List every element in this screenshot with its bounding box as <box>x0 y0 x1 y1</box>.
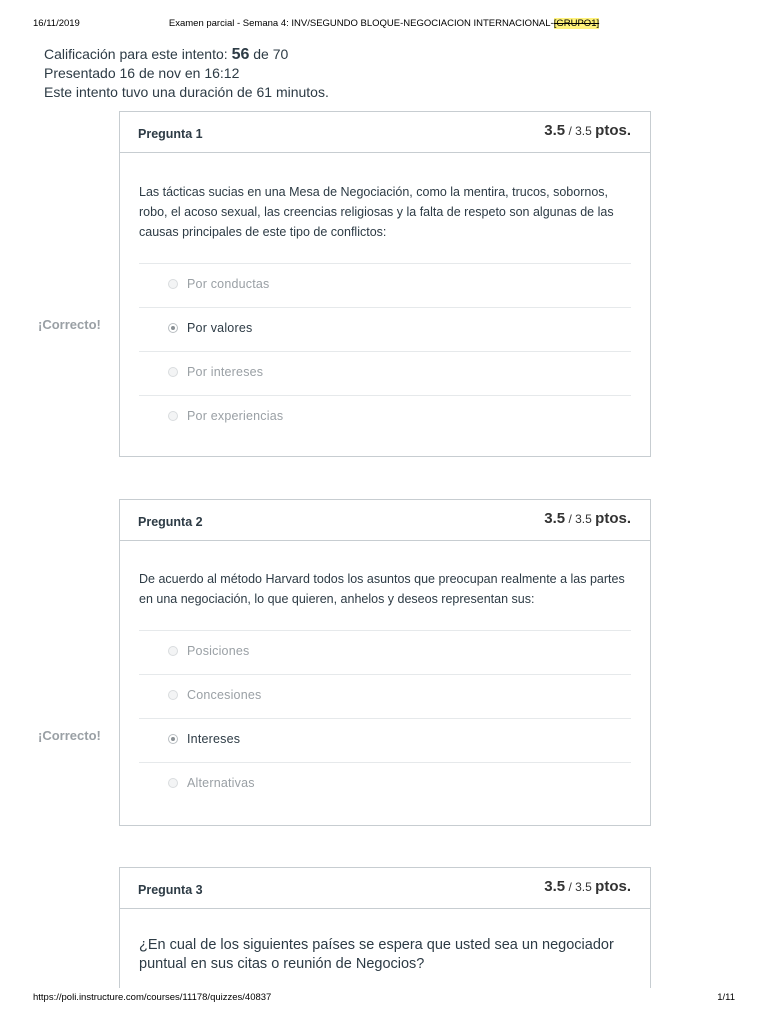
answer-label: Posiciones <box>187 644 250 658</box>
print-title-group: [GRUPO1] <box>553 18 600 29</box>
points-possible: / 3.5 <box>565 880 596 894</box>
print-header <box>33 18 735 32</box>
question-title: Pregunta 1 <box>138 127 203 141</box>
correct-flag-2: ¡Correcto! <box>38 728 101 743</box>
points-unit: ptos. <box>595 122 631 139</box>
print-title <box>33 18 735 29</box>
question-title: Pregunta 3 <box>138 883 203 897</box>
points-unit: ptos. <box>595 510 631 527</box>
radio-button[interactable] <box>168 411 178 421</box>
answer-option[interactable] <box>139 762 631 806</box>
answer-option[interactable] <box>139 674 631 718</box>
question-1 <box>119 111 651 457</box>
answer-label: Por conductas <box>187 277 270 291</box>
question-2 <box>119 499 651 826</box>
question-3 <box>119 867 651 988</box>
question-header <box>120 868 650 909</box>
correct-flag-1: ¡Correcto! <box>38 317 101 332</box>
points-possible: / 3.5 <box>565 124 596 138</box>
question-text: ¿En cual de los siguientes países se espera que usted sea un negociador puntual en sus citas o reunión de Negocios? <box>139 937 614 972</box>
page-number: 1/11 <box>717 992 735 1003</box>
score-line <box>44 45 329 64</box>
points-earned: 3.5 <box>544 122 566 139</box>
question-text: De acuerdo al método Harvard todos los asuntos que preocupan realmente a las partes en una negociación, lo que quieren, anhelos y deseos representan sus: <box>139 572 625 606</box>
page-url: https://poli.instructure.com/courses/11178/quizzes/40837 <box>33 992 272 1003</box>
points-unit: ptos. <box>595 878 631 895</box>
answer-label: Por experiencias <box>187 409 284 423</box>
duration-line: Este intento tuvo una duración de 61 minutos. <box>44 84 329 100</box>
answer-list <box>139 630 631 806</box>
answer-option[interactable] <box>139 263 631 307</box>
score-value: 56 <box>231 46 250 63</box>
question-text: Las tácticas sucias en una Mesa de Negociación, como la mentira, trucos, sobornos, robo, el acoso sexual, las creencias religiosas y la falta de respeto son algunas de las causas principales de este tipo de conflictos: <box>139 185 614 239</box>
question-points <box>544 878 631 895</box>
answer-option[interactable] <box>139 395 631 439</box>
radio-button-checked[interactable] <box>168 323 178 333</box>
score-suffix: de 70 <box>249 46 289 62</box>
print-date: 16/11/2019 <box>33 18 80 29</box>
answer-label: Concesiones <box>187 688 262 702</box>
answer-option[interactable] <box>139 351 631 395</box>
answer-label: Por intereses <box>187 365 264 379</box>
points-earned: 3.5 <box>544 878 566 895</box>
attempt-summary <box>44 45 329 102</box>
question-header <box>120 112 650 153</box>
answer-option-selected[interactable] <box>139 718 631 762</box>
answer-label: Por valores <box>187 321 253 335</box>
question-points <box>544 122 631 139</box>
answer-option[interactable] <box>139 630 631 674</box>
print-title-main: Examen parcial - Semana 4: INV/SEGUNDO BLOQUE-NEGOCIACION INTERNACIONAL- <box>168 18 554 29</box>
radio-button[interactable] <box>168 778 178 788</box>
answer-option-selected[interactable] <box>139 307 631 351</box>
radio-button[interactable] <box>168 279 178 289</box>
question-points <box>544 510 631 527</box>
radio-button-checked[interactable] <box>168 734 178 744</box>
print-footer <box>33 992 735 1006</box>
question-header <box>120 500 650 541</box>
points-earned: 3.5 <box>544 510 566 527</box>
points-possible: / 3.5 <box>565 512 596 526</box>
answer-list <box>139 263 631 439</box>
answer-label: Intereses <box>187 732 241 746</box>
score-prefix: Calificación para este intento: <box>44 46 232 62</box>
submitted-line: Presentado 16 de nov en 16:12 <box>44 65 240 81</box>
radio-button[interactable] <box>168 367 178 377</box>
answer-label: Alternativas <box>187 776 255 790</box>
radio-button[interactable] <box>168 690 178 700</box>
radio-button[interactable] <box>168 646 178 656</box>
question-title: Pregunta 2 <box>138 515 203 529</box>
